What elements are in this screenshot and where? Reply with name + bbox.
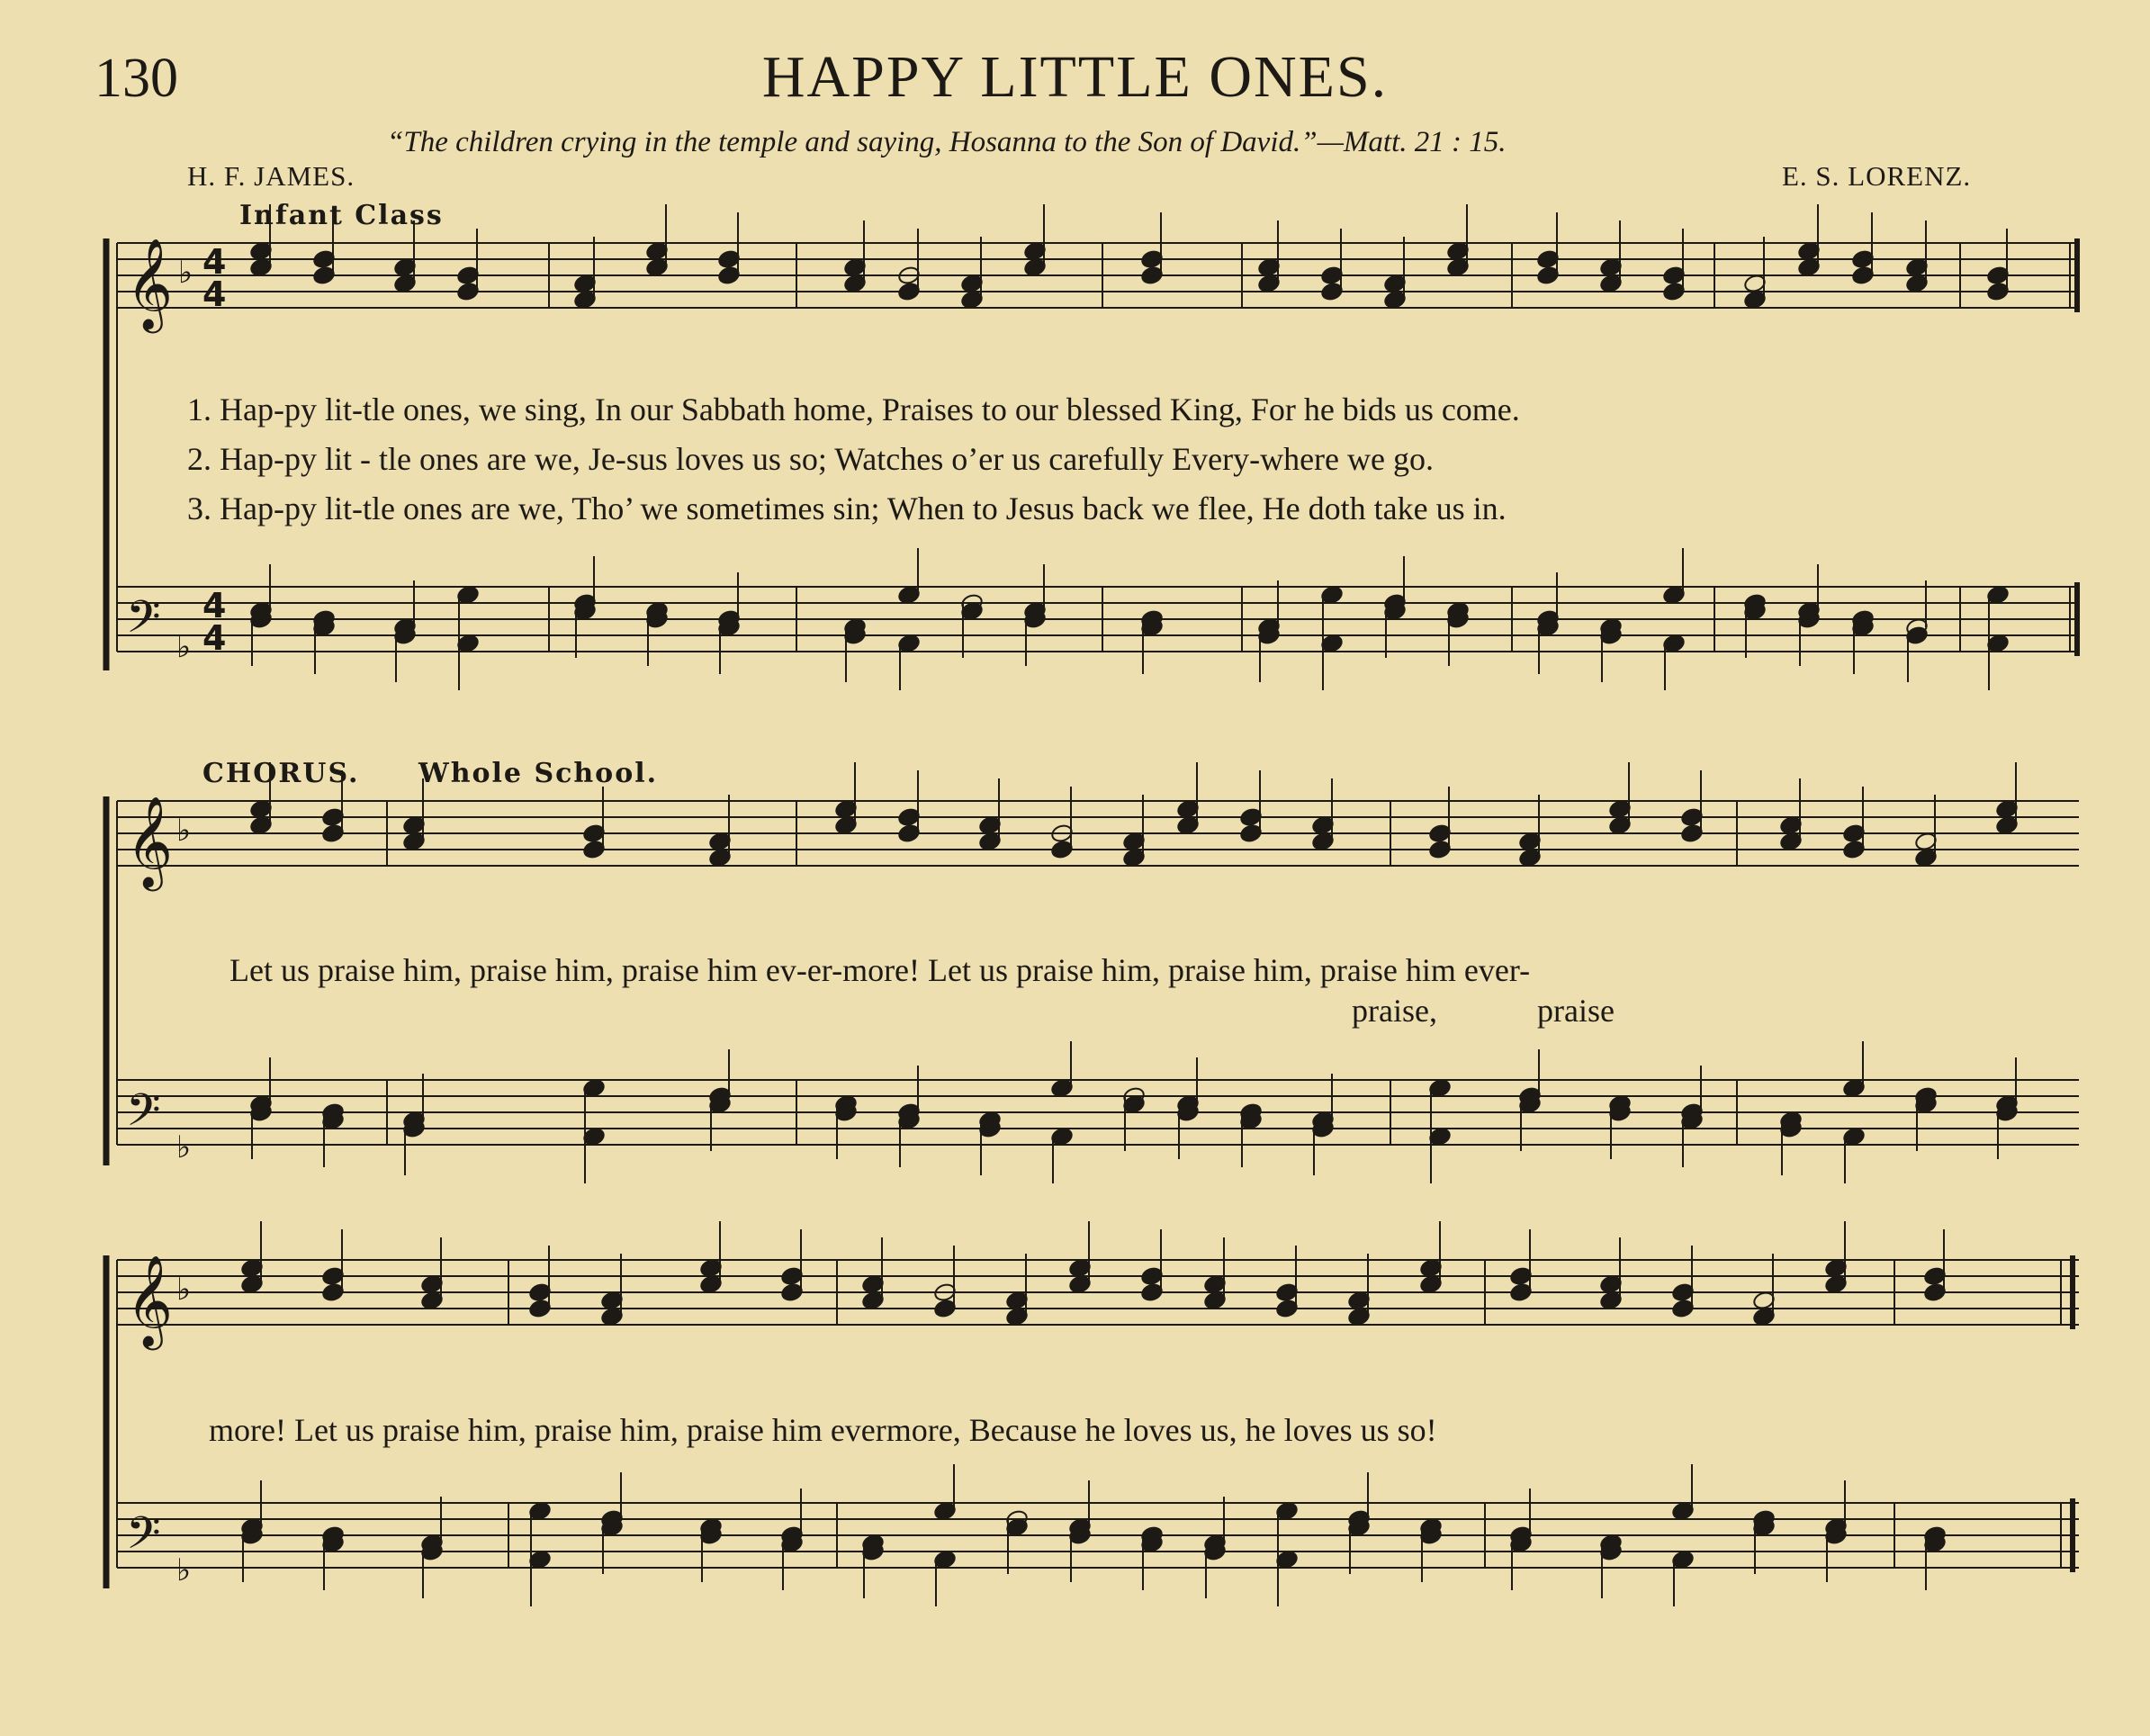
flat-key-icon: ♭: [178, 255, 193, 291]
composer: E. S. LORENZ.: [1782, 160, 1972, 192]
staff-verse-bass: [117, 587, 2079, 652]
staff-chorus2-bass: [117, 1503, 2079, 1568]
lyricist: H. F. JAMES.: [187, 160, 355, 192]
bass-clef-icon: 𝄢: [126, 591, 161, 654]
time-signature-top: 4: [202, 242, 227, 282]
treble-clef-icon: 𝄞: [126, 795, 174, 887]
bass-clef-icon: 𝄢: [126, 1084, 161, 1147]
time-signature-top: 4: [202, 586, 227, 625]
staff-verse-treble: [117, 243, 2079, 308]
flat-key-icon: ♭: [176, 1129, 192, 1165]
time-signature-bottom: 4: [202, 274, 227, 314]
verse-line-1: 1. Hap-py lit-tle ones, we sing, In our Sabbath home, Praises to our blessed King, For he bids us come.: [187, 391, 1520, 427]
chorus-label: CHORUS.: [202, 758, 360, 789]
flat-key-icon: ♭: [176, 1552, 192, 1588]
chorus-line-2: more! Let us praise him, praise him, praise him evermore, Because he loves us, he loves us so!: [209, 1412, 1437, 1448]
epigraph: “The children crying in the temple and saying, Hosanna to the Son of David.”—Matt. 21 : 15.: [387, 126, 1507, 158]
chorus-echo-2: praise: [1537, 993, 1615, 1029]
verse-line-3: 3. Hap-py lit-tle ones are we, Tho’ we sometimes sin; When to Jesus back we flee, He doth take us in.: [187, 490, 1507, 526]
verse-line-2: 2. Hap-py lit - tle ones are we, Je-sus loves us so; Watches o’er us carefully Every-where we go.: [187, 441, 1434, 477]
staff-chorus2-treble: [117, 1260, 2079, 1325]
note-heads: [240, 204, 2019, 1606]
chorus-voices: Whole School.: [418, 758, 659, 789]
treble-clef-icon: 𝄞: [126, 237, 174, 329]
flat-key-icon: ♭: [176, 629, 192, 665]
treble-clef-icon: 𝄞: [126, 1254, 174, 1346]
flat-key-icon: ♭: [176, 813, 192, 849]
bass-clef-icon: 𝄢: [126, 1507, 161, 1570]
verse-section-label: Infant Class: [239, 200, 444, 231]
hymn-title: HAPPY LITTLE ONES.: [761, 44, 1389, 110]
chorus-echo-1: praise,: [1352, 993, 1437, 1029]
chorus-line-1: Let us praise him, praise him, praise him ev-er-more! Let us praise him, praise him, praise him ever-: [229, 952, 1531, 988]
time-signature-bottom: 4: [202, 618, 227, 658]
page-number: 130: [94, 48, 178, 109]
flat-key-icon: ♭: [176, 1272, 192, 1308]
